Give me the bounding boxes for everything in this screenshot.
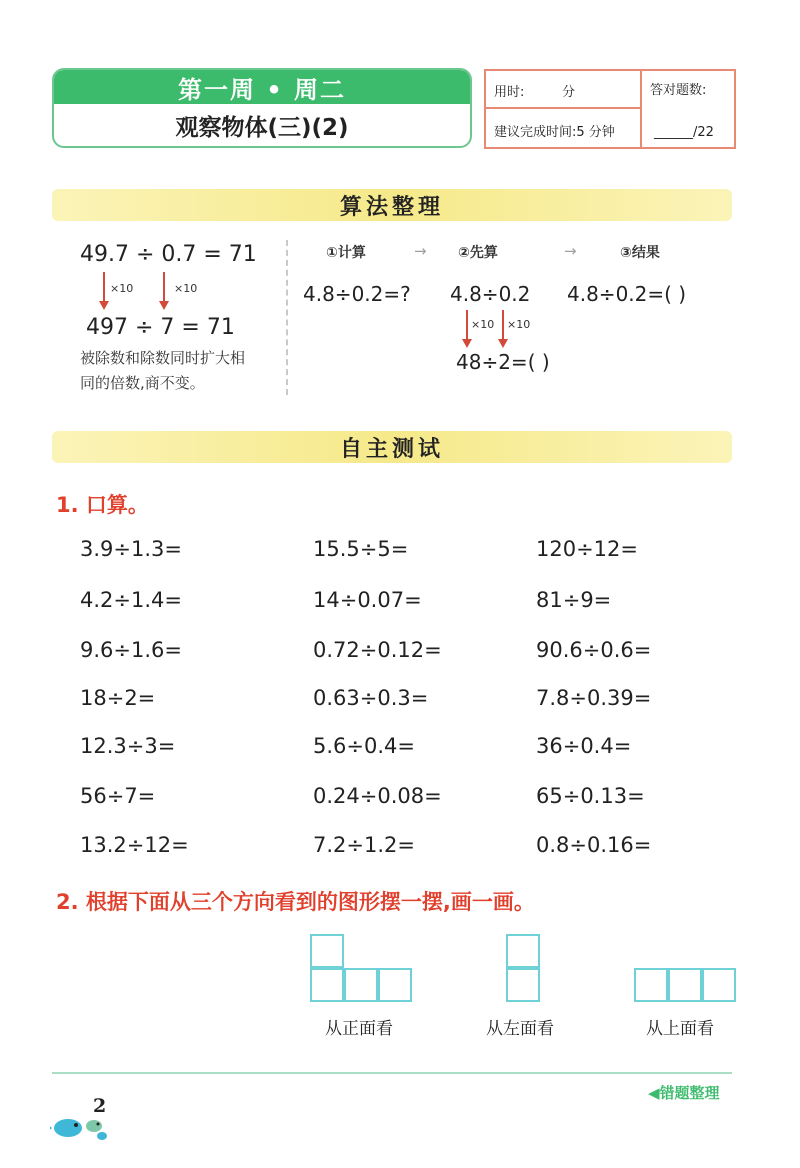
problem: 0.72÷0.12=: [313, 638, 442, 662]
step-label: ①计算: [326, 245, 366, 261]
calc-expression: 4.8÷0.2=?: [303, 282, 411, 306]
lesson-header: [52, 68, 472, 148]
problem: 36÷0.4=: [536, 734, 632, 758]
problem: 7.8÷0.39=: [536, 686, 652, 710]
divider-dashed: [286, 240, 288, 395]
section-title-algorithm: 算法整理: [52, 189, 732, 221]
down-arrow-icon: [103, 272, 105, 302]
grid-cell: [310, 934, 344, 968]
problem: 3.9÷1.3=: [80, 537, 182, 561]
score-blank: ______/22: [654, 125, 714, 140]
problem: 65÷0.13=: [536, 784, 645, 808]
arrow-right-icon: →: [564, 242, 577, 260]
result-expression: 4.8÷0.2=( ): [567, 282, 687, 306]
time-used-label: 用时:: [494, 85, 525, 100]
problem: 12.3÷3=: [80, 734, 176, 758]
problem: 81÷9=: [536, 588, 612, 612]
question-1-title: 1. 口算。: [56, 493, 149, 517]
multiplier-label: ×10: [471, 318, 495, 331]
question-2-title: 2. 根据下面从三个方向看到的图形摆一摆,画一画。: [56, 890, 535, 914]
problem: 14÷0.07=: [313, 588, 422, 612]
arrow-right-icon: →: [414, 242, 427, 260]
grid-cell: [506, 968, 540, 1002]
grid-cell: [506, 934, 540, 968]
section-title-self-test: 自主测试: [52, 431, 732, 463]
multiplier-label: ×10: [174, 282, 198, 295]
grid-cell: [668, 968, 702, 1002]
table-divider: [486, 107, 640, 109]
multiplier-label: ×10: [110, 282, 134, 295]
example-bottom-equation: 497 ÷ 7 = 71: [86, 315, 235, 340]
suggested-time: 建议完成时间:5 分钟: [494, 125, 615, 140]
time-unit-label: 分: [562, 85, 576, 100]
down-arrow-icon: [502, 310, 504, 340]
step-label: ②先算: [458, 245, 498, 261]
wrong-question-link[interactable]: ◀错题整理: [648, 1084, 720, 1102]
front-view-label: 从正面看: [325, 1019, 393, 1039]
problem: 120÷12=: [536, 537, 638, 561]
front-view-figure: [310, 932, 414, 1004]
footer-line: [52, 1072, 732, 1074]
top-view-figure: [634, 966, 738, 1002]
problem: 18÷2=: [80, 686, 156, 710]
rule-line: 同的倍数,商不变。: [80, 374, 205, 392]
grid-cell: [310, 968, 344, 1002]
correct-count-label: 答对题数:: [650, 83, 707, 98]
top-view-label: 从上面看: [646, 1019, 714, 1039]
problem: 7.2÷1.2=: [313, 833, 415, 857]
left-view-label: 从左面看: [486, 1019, 554, 1039]
rule-text: [80, 346, 245, 396]
step-label: ③结果: [620, 245, 660, 261]
down-arrow-icon: [163, 272, 165, 302]
grid-cell: [378, 968, 412, 1002]
table-divider: [640, 71, 642, 147]
grid-cell: [344, 968, 378, 1002]
fish-icon: [50, 1112, 114, 1142]
down-arrow-icon: [466, 310, 468, 340]
grid-cell: [702, 968, 736, 1002]
week-day-label: 第一周 • 周二: [54, 70, 470, 104]
problem: 56÷7=: [80, 784, 156, 808]
first-result: 48÷2=( ): [456, 350, 550, 374]
rule-line: 被除数和除数同时扩大相: [80, 349, 246, 367]
problem: 13.2÷12=: [80, 833, 189, 857]
score-table: [484, 69, 736, 149]
first-expression: 4.8÷0.2: [450, 282, 531, 306]
problem: 0.8÷0.16=: [536, 833, 652, 857]
problem: 4.2÷1.4=: [80, 588, 182, 612]
problem: 0.24÷0.08=: [313, 784, 442, 808]
page-number: 2: [93, 1095, 107, 1117]
problem: 0.63÷0.3=: [313, 686, 429, 710]
problem: 9.6÷1.6=: [80, 638, 182, 662]
example-top-equation: 49.7 ÷ 0.7 = 71: [80, 242, 257, 267]
problem: 90.6÷0.6=: [536, 638, 652, 662]
left-view-figure: [506, 932, 542, 1004]
problem: 15.5÷5=: [313, 537, 409, 561]
lesson-title: 观察物体(三)(2): [175, 114, 349, 141]
problem: 5.6÷0.4=: [313, 734, 415, 758]
grid-cell: [634, 968, 668, 1002]
multiplier-label: ×10: [507, 318, 531, 331]
